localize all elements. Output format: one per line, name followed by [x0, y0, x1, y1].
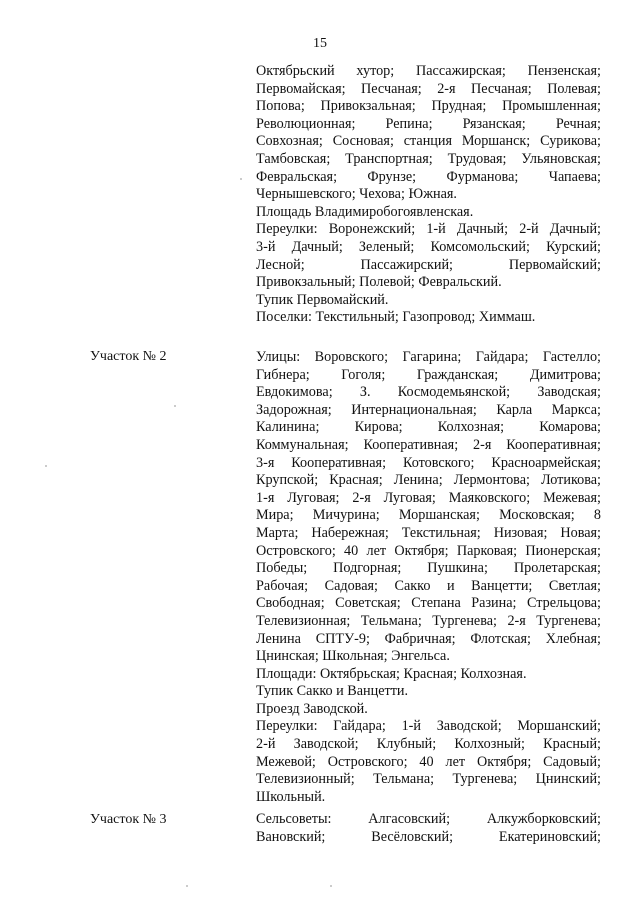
text-line: Площадь Владимиробогоявленская. [256, 203, 474, 220]
text-line: Тупик Сакко и Ванцетти. [256, 683, 409, 700]
text-line: Вановский; Весёловский; Екатериновский; [256, 828, 601, 845]
text-line: Октябрьский хутор; Пассажирская; Пензенская; [256, 63, 601, 79]
text-line: Марта; Набережная; Текстильная; Низовая; Новая; [256, 524, 601, 541]
text-line: Цнинская; Школьная; Энгельса. [256, 648, 450, 665]
text-line: 3-й Дачный; Зеленый; Комсомольский; Курский; [256, 238, 601, 255]
text-line: 3-я Кооперативная; Котовского; Красноармейская; [256, 454, 601, 471]
text-line: Межевой; Островского; 40 лет Октября; Садовый; [256, 753, 601, 770]
section-1-text [256, 349, 601, 806]
scan-speck [45, 465, 47, 467]
text-line: Островского; 40 лет Октября; Парковая; Пионерская; [256, 542, 601, 559]
text-line: Привокзальный; Полевой; Февральский. [256, 274, 502, 291]
scan-speck [174, 405, 176, 407]
text-line: Телевизионный; Тельмана; Тургенева; Цнинский; [256, 771, 601, 788]
page-number: 15 [313, 36, 327, 51]
text-line: Чернышевского; Чехова; Южная. [256, 186, 457, 203]
text-line: Сельсоветы: Алгасовский; Алкужборковский; [256, 811, 601, 827]
text-line: Крупской; Красная; Ленина; Лермонтова; Лотикова; [256, 472, 601, 489]
text-line: Свободная; Советская; Степана Разина; Стрельцова; [256, 595, 601, 612]
scan-speck [240, 178, 242, 180]
text-line: Гибнера; Гоголя; Гражданская; Димитрова; [256, 366, 601, 383]
text-line: Калинина; Кирова; Колхозная; Комарова; [256, 419, 601, 436]
text-line: Школьный. [256, 788, 326, 805]
text-line: Евдокимова; З. Космодемьянской; Заводская; [256, 384, 601, 401]
text-line: Рабочая; Садовая; Сакко и Ванцетти; Светлая; [256, 577, 601, 594]
text-line: Задорожная; Интернациональная; Карла Маркса; [256, 401, 601, 418]
text-line: Телевизионная; Тельмана; Тургенева; 2-я Тургенева; [256, 612, 601, 629]
text-line: Переулки: Гайдара; 1-й Заводской; Моршанский; [256, 718, 601, 735]
scan-speck [186, 885, 188, 887]
text-line: Поселки: Текстильный; Газопровод; Химмаш. [256, 309, 536, 326]
text-line: Тамбовская; Транспортная; Трудовая; Ульяновская; [256, 150, 601, 167]
text-line: Совхозная; Сосновая; станция Моршанск; Сурикова; [256, 133, 601, 150]
text-line: Коммунальная; Кооперативная; 2-я Кооперативная; [256, 436, 601, 453]
text-line: 2-й Заводской; Клубный; Колхозный; Красный; [256, 736, 601, 753]
section-2-text [256, 811, 601, 846]
text-line: Тупик Первомайский. [256, 291, 389, 308]
section-0-text [256, 63, 601, 327]
section-label: Участок № 2 [90, 349, 167, 364]
text-line: Проезд Заводской. [256, 700, 368, 717]
text-line: Победы; Подгорная; Пушкина; Пролетарская; [256, 560, 601, 577]
text-line: Улицы: Воровского; Гагарина; Гайдара; Гастелло; [256, 349, 601, 365]
text-line: Переулки: Воронежский; 1-й Дачный; 2-й Дачный; [256, 221, 601, 238]
text-line: Площади: Октябрьская; Красная; Колхозная. [256, 665, 527, 682]
section-label: Участок № 3 [90, 812, 167, 827]
text-line: Попова; Привокзальная; Прудная; Промышленная; [256, 98, 601, 115]
text-line: Первомайская; Песчаная; 2-я Песчаная; Полевая; [256, 80, 601, 97]
text-line: Лесной; Пассажирский; Первомайский; [256, 256, 601, 273]
text-line: Февральская; Фрунзе; Фурманова; Чапаева; [256, 168, 601, 185]
text-line: Ленина СПТУ-9; Фабричная; Флотская; Хлебная; [256, 630, 601, 647]
text-line: Мира; Мичурина; Моршанская; Московская; 8 [256, 507, 601, 524]
text-line: Революционная; Репина; Рязанская; Речная; [256, 115, 601, 132]
scan-speck [330, 885, 332, 887]
text-line: 1-я Луговая; 2-я Луговая; Маяковского; Межевая; [256, 489, 601, 506]
